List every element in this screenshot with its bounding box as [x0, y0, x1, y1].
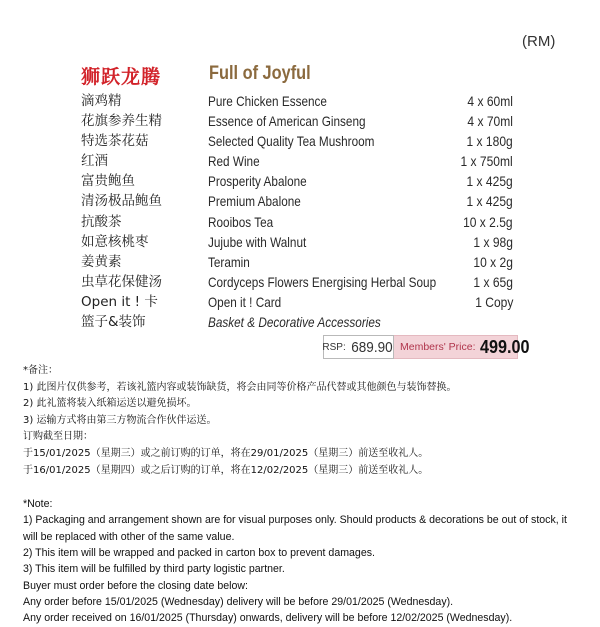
- item-quantity: 1 x 425g: [466, 173, 513, 190]
- item-name-cn: 滴鸡精: [81, 93, 122, 109]
- note-line: 订购截至日期：: [23, 431, 93, 443]
- currency-label: (RM): [522, 33, 556, 50]
- item-name-cn: 清汤极品鲍鱼: [81, 193, 162, 210]
- item-name-cn: 富贵鲍鱼: [81, 173, 135, 190]
- note-line: Any order before 15/01/2025 (Wednesday) delivery will be before 29/01/2025 (Wednesday).: [23, 595, 454, 608]
- notes-spacer: [23, 479, 583, 496]
- item-name-cn: 姜黄素: [81, 253, 122, 270]
- item-quantity: 1 x 65g: [473, 273, 513, 290]
- note-line: 1) Packaging and arrangement shown are for visual purposes only. Should products & decorations be out of stock, it: [23, 514, 567, 527]
- price-bar: [322, 335, 530, 359]
- notes-section: [23, 363, 583, 627]
- item-name-en: Red Wine: [208, 153, 260, 170]
- item-quantity: 1 x 98g: [473, 233, 513, 250]
- list-item: [81, 272, 513, 292]
- list-item: [81, 91, 513, 111]
- item-name-en: Premium Abalone: [208, 193, 301, 210]
- item-quantity: 4 x 70ml: [467, 113, 513, 130]
- note-line: 于15/01/2025（星期三）或之前订购的订单，将在29/01/2025（星期三）前送至收礼人。: [23, 447, 429, 459]
- item-name-cn: 特选茶花菇: [81, 133, 149, 150]
- item-name-en: Jujube with Walnut: [208, 233, 307, 250]
- item-quantity: 4 x 60ml: [467, 93, 513, 109]
- note-line: 1) 此图片仅供参考，若该礼篮内容或装饰缺货，将会由同等价格产品代替或其他颜色与装饰替换。: [23, 381, 457, 393]
- notes-en: [23, 496, 583, 626]
- product-title-cn: 狮跃龙腾: [81, 66, 162, 88]
- item-name-en: Selected Quality Tea Mushroom: [208, 133, 375, 150]
- rsp-label: RSP:: [322, 341, 346, 353]
- member-price-box: [394, 335, 530, 359]
- note-line: 3) 运输方式将由第三方物流合作伙伴运送。: [23, 414, 217, 426]
- product-title-en: Full of Joyful: [209, 63, 311, 84]
- list-item: [81, 312, 513, 332]
- note-line: 2) 此礼篮将装入纸箱运送以避免损坏。: [23, 398, 197, 410]
- item-name-cn: 抗酸茶: [81, 213, 122, 230]
- product-title: [81, 62, 521, 88]
- note-line: Any order received on 16/01/2025 (Thursday) onwards, delivery will be before 12/02/2025 (Wednesday).: [23, 612, 513, 625]
- item-name-en: Essence of American Ginseng: [208, 113, 366, 130]
- list-item: [81, 292, 513, 312]
- list-item: [81, 171, 513, 191]
- item-quantity: 1 x 750ml: [460, 153, 513, 170]
- member-price-value: 499.00: [479, 336, 530, 357]
- notes-cn: [23, 363, 583, 479]
- member-price-label: Members' Price:: [400, 341, 476, 353]
- list-item: [81, 252, 513, 272]
- item-name-cn: 红酒: [81, 153, 108, 170]
- note-line: 于16/01/2025（星期四）或之后订购的订单，将在12/02/2025（星期三）前送至收礼人。: [23, 464, 429, 476]
- list-item: [81, 111, 513, 131]
- note-line: *Note:: [23, 498, 53, 511]
- note-line: will be replaced with other of the same value.: [23, 530, 235, 543]
- item-name-en: Cordyceps Flowers Energising Herbal Soup: [208, 273, 437, 290]
- item-name-en: Pure Chicken Essence: [208, 93, 327, 109]
- list-item: [81, 232, 513, 252]
- list-item: [81, 191, 513, 211]
- item-name-cn: 篮子&装饰: [81, 314, 146, 331]
- list-item: [81, 151, 513, 171]
- note-line: Buyer must order before the closing date below:: [23, 579, 248, 592]
- item-list: [81, 91, 513, 332]
- item-quantity: 1 x 425g: [466, 193, 513, 210]
- item-name-en: Rooibos Tea: [208, 213, 274, 230]
- item-name-cn: 花旗参养生精: [81, 113, 162, 130]
- list-item: [81, 212, 513, 232]
- note-line: 3) This item will be fulfilled by third party logistic partner.: [23, 563, 285, 576]
- item-quantity: 10 x 2.5g: [463, 213, 513, 230]
- item-name-en: Teramin: [208, 253, 250, 270]
- item-name-en: Open it ! Card: [208, 293, 282, 310]
- item-name-cn: 如意核桃枣: [81, 233, 149, 250]
- item-name-cn: Open it ! 卡: [81, 293, 158, 310]
- list-item: [81, 131, 513, 151]
- item-name-en: Prosperity Abalone: [208, 173, 307, 190]
- note-line: *备注：: [23, 365, 58, 376]
- item-quantity: 1 Copy: [474, 293, 513, 310]
- item-name-cn: 虫草花保健汤: [81, 273, 162, 290]
- item-quantity: 1 x 180g: [466, 133, 513, 150]
- rsp-price-box: [323, 335, 394, 359]
- item-quantity: 10 x 2g: [473, 253, 513, 270]
- note-line: 2) This item will be wrapped and packed in carton box to prevent damages.: [23, 547, 375, 560]
- rsp-value: 689.90: [351, 338, 393, 356]
- item-name-en: Basket & Decorative Accessories: [208, 314, 381, 331]
